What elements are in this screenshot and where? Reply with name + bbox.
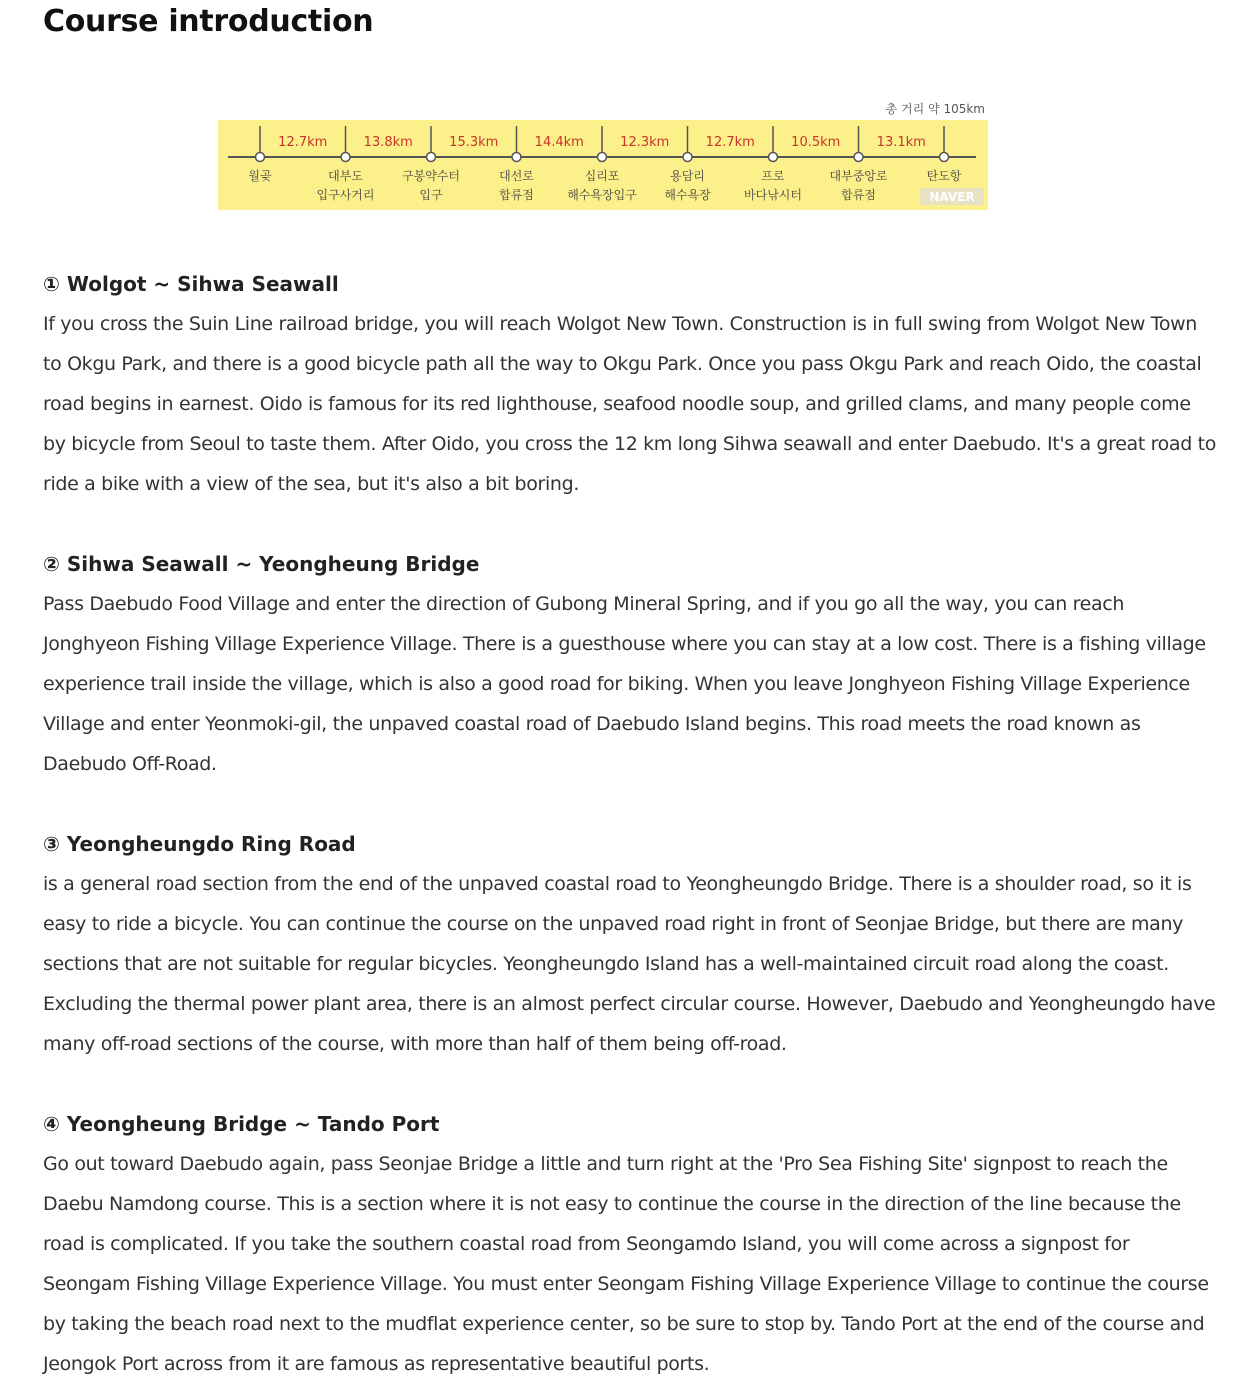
stop-label: 해수욕장 (664, 188, 711, 202)
stop-marker (512, 153, 521, 162)
stop-marker (940, 153, 949, 162)
route-map-graphic (218, 98, 988, 211)
stop-marker (256, 153, 265, 162)
segment-distance-label: 13.1km (876, 135, 926, 150)
segment-distance-label: 12.7km (705, 135, 755, 150)
stop-label: 입구사거리 (316, 188, 375, 202)
section-heading: ② Sihwa Seawall ~ Yeongheung Bridge (43, 552, 480, 576)
total-distance-label: 총 거리 약 105km (885, 102, 985, 116)
stop-label: 월곶 (248, 169, 272, 183)
stop-label: 대부중앙로 (829, 169, 888, 183)
stop-label: 십리포 (584, 169, 620, 183)
stop-label: 바다낚시터 (744, 188, 802, 202)
stop-marker (769, 153, 778, 162)
stop-marker (427, 153, 436, 162)
segment-distance-label: 10.5km (791, 135, 841, 150)
stop-label: 해수욕장입구 (567, 188, 637, 202)
section-yeongheung-tando (43, 1104, 1218, 1384)
segment-distance-label: 15.3km (449, 135, 499, 150)
section-body: is a general road section from the end of the unpaved coastal road to Yeongheungdo Bridge. There is a shoulder road, so it is easy to ride a bicycle. You can continue the course on the unpaved road right in front of Seonjae Bridge, but there are many sections that are not suitable for regular bicycles. Yeongheungdo Island has a well-maintained circuit road along the coast. Excluding the thermal power plant area, there is an almost perfect circular course. However, Daebudo and Yeongheungdo have many off-road sections of the course, with more than half of them being off-road. (43, 873, 1216, 1055)
stop-label: 프로 (761, 169, 785, 183)
section-body: Pass Daebudo Food Village and enter the direction of Gubong Mineral Spring, and if you go all the way, you can reach Jonghyeon Fishing Village Experience Village. There is a guesthouse where you can stay at a low cost. There is a fishing village experience trail inside the village, which is also a good road for biking. When you leave Jonghyeon Fishing Village Experience Village and enter Yeonmoki-gil, the unpaved coastal road of Daebudo Island begins. This road meets the road known as Daebudo Off-Road. (43, 593, 1206, 775)
section-yeongheungdo-ring-road (43, 824, 1218, 1064)
stop-label: 탄도항 (926, 169, 962, 183)
stop-marker (341, 153, 350, 162)
stop-label: 용담리 (670, 169, 705, 183)
section-wolgot-sihwa (43, 264, 1218, 504)
stop-label: 대부도 (328, 169, 363, 183)
naver-watermark: NAVER (929, 190, 975, 204)
stop-marker (854, 153, 863, 162)
section-heading: ③ Yeongheungdo Ring Road (43, 832, 356, 856)
segment-distance-label: 12.7km (278, 135, 328, 150)
segment-distance-label: 13.8km (363, 135, 413, 150)
section-sihwa-yeongheung (43, 544, 1218, 784)
section-heading: ① Wolgot ~ Sihwa Seawall (43, 272, 339, 296)
section-heading: ④ Yeongheung Bridge ~ Tando Port (43, 1112, 440, 1136)
stop-label: 구봉약수터 (402, 169, 460, 183)
segment-distance-label: 14.4km (534, 135, 584, 150)
route-map-image (218, 98, 988, 211)
stop-label: 대선로 (499, 169, 534, 183)
stop-label: 입구 (419, 188, 443, 202)
stop-marker (683, 153, 692, 162)
stop-label: 합류점 (841, 188, 876, 202)
segment-distance-label: 12.3km (620, 135, 670, 150)
stop-label: 합류점 (499, 188, 534, 202)
page-title: Course introduction (43, 4, 374, 39)
stop-marker (598, 153, 607, 162)
section-body: Go out toward Daebudo again, pass Seonjae Bridge a little and turn right at the 'Pro Sea Fishing Site' signpost to reach the Daebu Namdong course. This is a section where it is not easy to continue the course in the direction of the line because the road is complicated. If you take the southern coastal road from Seongamdo Island, you will come across a signpost for Seongam Fishing Village Experience Village. You must enter Seongam Fishing Village Experience Village to continue the course by taking the beach road next to the mudflat experience center, so be sure to stop by. Tando Port at the end of the course and Jeongok Port across from it are famous as representative beautiful ports. (43, 1153, 1209, 1375)
section-body: If you cross the Suin Line railroad bridge, you will reach Wolgot New Town. Construction is in full swing from Wolgot New Town to Okgu Park, and there is a good bicycle path all the way to Okgu Park. Once you pass Okgu Park and reach Oido, the coastal road begins in earnest. Oido is famous for its red lighthouse, seafood noodle soup, and grilled clams, and many people come by bicycle from Seoul to taste them. After Oido, you cross the 12 km long Sihwa seawall and enter Daebudo. It's a great road to ride a bike with a view of the sea, but it's also a bit boring. (43, 313, 1216, 495)
